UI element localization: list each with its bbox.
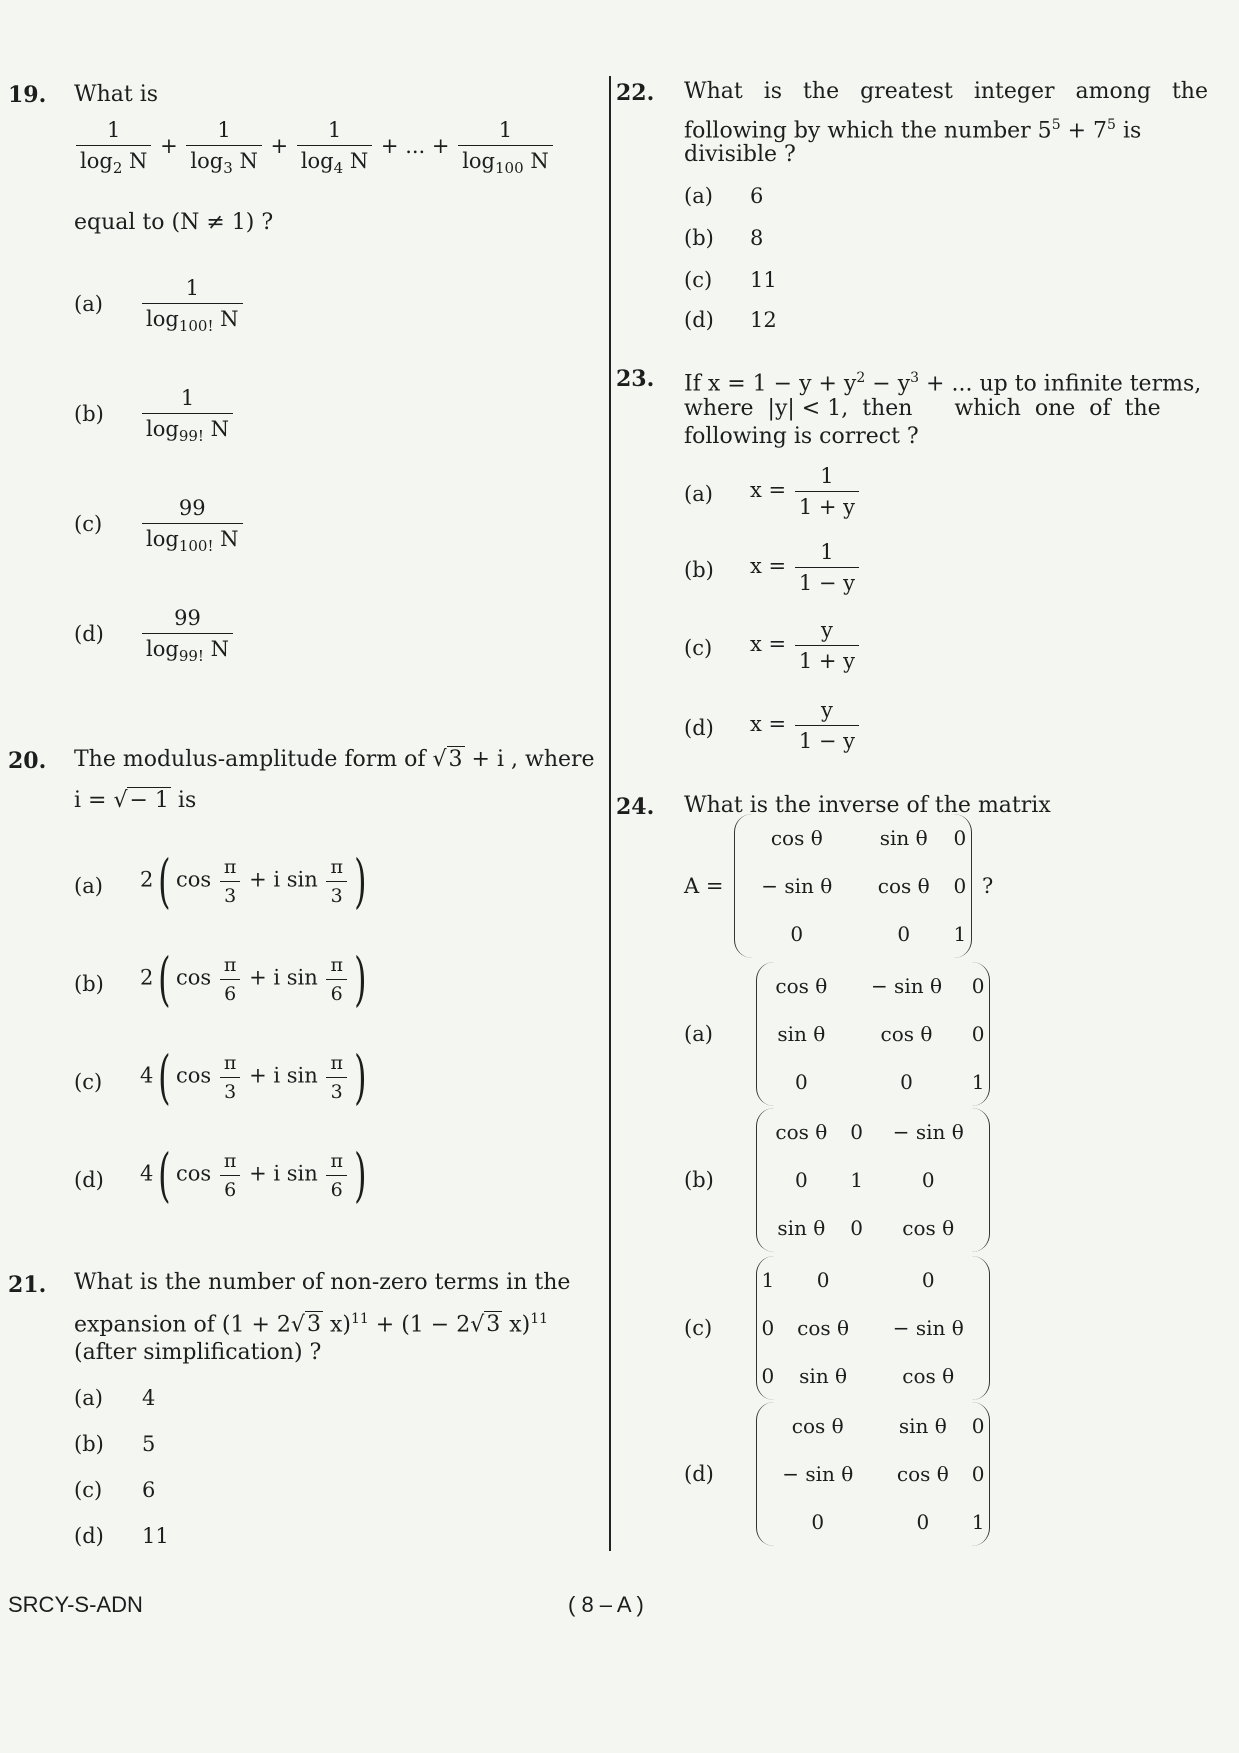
question-19-tail: equal to (N ≠ 1) ? <box>74 210 274 235</box>
matrix-cell: − sin θ <box>892 1316 964 1340</box>
q20-option-a[interactable]: 2( cos $\frac{\pi}{3}$ + i sin $\frac{\pi}{3}$ ) <box>140 847 367 915</box>
q20-option-b-label[interactable]: (b) <box>74 972 104 996</box>
matrix-cell: 0 <box>897 922 911 946</box>
q21-option-b-value[interactable]: 5 <box>142 1432 156 1456</box>
page-number: ( 8 – A ) <box>568 1592 644 1617</box>
q24-option-d-label[interactable]: (d) <box>684 1462 714 1486</box>
matrix-cell: − sin θ <box>870 974 942 998</box>
matrix-cell: 1 <box>953 922 967 946</box>
q23-option-d[interactable]: x = $\frac{y}{1 - y}$ <box>750 698 861 753</box>
matrix-cell: 0 <box>971 974 985 998</box>
matrix-A-question-mark: ? <box>982 874 994 898</box>
matrix-cell: 0 <box>900 1070 913 1094</box>
question-22-line3: divisible ? <box>684 142 796 167</box>
question-21-line3: (after simplification) ? <box>74 1340 322 1365</box>
matrix-cell: cos θ <box>880 1022 933 1046</box>
question-24-prompt: What is the inverse of the matrix <box>684 793 1051 818</box>
matrix-cell: cos θ <box>877 874 930 898</box>
matrix-row <box>757 1108 989 1156</box>
q24-option-c-matrix[interactable] <box>756 1256 990 1400</box>
matrix-row <box>757 1010 989 1058</box>
matrix-cell: 0 <box>790 922 804 946</box>
matrix-cell: 0 <box>953 826 967 850</box>
matrix-row <box>735 910 971 958</box>
matrix-A-label: A = <box>684 874 724 898</box>
q19-option-d-label[interactable]: (d) <box>74 622 104 646</box>
matrix-row <box>757 1156 989 1204</box>
question-20-prompt: The modulus-amplitude form of √3 + i , where <box>74 747 595 772</box>
matrix-row <box>735 862 971 910</box>
term-3: $\frac{1}{\log_4 N}$ <box>297 118 372 177</box>
matrix-cell: 0 <box>761 1364 775 1388</box>
q21-option-d-value[interactable]: 11 <box>142 1524 169 1548</box>
q21-option-d-label[interactable]: (d) <box>74 1524 104 1548</box>
q22-option-b-value[interactable]: 8 <box>750 226 764 250</box>
matrix-cell: 1 <box>971 1510 985 1534</box>
q22-option-a-value[interactable]: 6 <box>750 184 764 208</box>
q24-option-a-matrix[interactable] <box>756 962 990 1106</box>
matrix-cell: 0 <box>953 874 967 898</box>
matrix-cell: 0 <box>971 1022 985 1046</box>
term-1: $\frac{1}{\log_2 N}$ <box>76 118 151 177</box>
q19-option-a-label[interactable]: (a) <box>74 292 103 316</box>
term-4: $\frac{1}{\log_{100} N}$ <box>458 118 553 177</box>
q24-option-b-matrix[interactable] <box>756 1108 990 1252</box>
matrix-cell: 0 <box>811 1510 825 1534</box>
q24-option-b-label[interactable]: (b) <box>684 1168 714 1192</box>
matrix-cell: 0 <box>971 1414 985 1438</box>
matrix-cell: sin θ <box>799 1364 848 1388</box>
q24-option-a-label[interactable]: (a) <box>684 1022 713 1046</box>
q23-option-b-label[interactable]: (b) <box>684 558 714 582</box>
question-21-line1: What is the number of non-zero terms in the <box>74 1270 571 1295</box>
q19-option-c[interactable]: $\frac{99}{\log_{100!} N}$ <box>140 496 245 555</box>
matrix-row <box>757 1352 989 1400</box>
question-23-line2: where |y| < 1, then which one of the <box>684 396 1161 421</box>
q22-option-d-value[interactable]: 12 <box>750 308 777 332</box>
matrix-cell: − sin θ <box>892 1120 964 1144</box>
question-22-number: 22. <box>616 80 655 106</box>
q20-option-d[interactable]: 4( cos $\frac{\pi}{6}$ + i sin $\frac{\pi}{6}$ ) <box>140 1141 367 1209</box>
q24-option-d-matrix[interactable] <box>756 1402 990 1546</box>
matrix-cell: cos θ <box>902 1216 955 1240</box>
q19-option-c-label[interactable]: (c) <box>74 512 103 536</box>
question-19-number: 19. <box>8 82 47 108</box>
q23-option-a-label[interactable]: (a) <box>684 482 713 506</box>
matrix-cell: cos θ <box>770 826 823 850</box>
matrix-cell: 0 <box>795 1070 808 1094</box>
q20-option-b[interactable]: 2( cos $\frac{\pi}{6}$ + i sin $\frac{\pi}{6}$ ) <box>140 945 367 1013</box>
matrix-cell: 0 <box>921 1268 935 1292</box>
question-23-line3: following is correct ? <box>684 424 919 449</box>
q22-option-b-label[interactable]: (b) <box>684 226 714 250</box>
matrix-cell: 0 <box>795 1168 808 1192</box>
q22-option-a-label[interactable]: (a) <box>684 184 713 208</box>
question-22-line2: following by which the number $5^5 + 7^5$ is <box>684 117 1142 144</box>
q23-option-b[interactable]: x = $\frac{1}{1 - y}$ <box>750 540 861 595</box>
q23-option-a[interactable]: x = $\frac{1}{1 + y}$ <box>750 464 861 519</box>
matrix-cell: 0 <box>971 1462 985 1486</box>
term-2: $\frac{1}{\log_3 N}$ <box>186 118 261 177</box>
q21-option-a-label[interactable]: (a) <box>74 1386 103 1410</box>
q19-option-b-label[interactable]: (b) <box>74 402 104 426</box>
matrix-cell: 1 <box>971 1070 985 1094</box>
question-21-number: 21. <box>8 1272 47 1298</box>
matrix-cell: sin θ <box>777 1022 826 1046</box>
q23-option-d-label[interactable]: (d) <box>684 716 714 740</box>
q21-option-b-label[interactable]: (b) <box>74 1432 104 1456</box>
column-divider <box>609 76 611 1551</box>
question-23-number: 23. <box>616 366 655 392</box>
matrix-cell: sin θ <box>898 1414 947 1438</box>
matrix-cell: cos θ <box>896 1462 949 1486</box>
exam-code: SRCY-S-ADN <box>8 1592 143 1617</box>
q24-option-c-label[interactable]: (c) <box>684 1316 713 1340</box>
q22-option-c-value[interactable]: 11 <box>750 268 777 292</box>
matrix-cell: − sin θ <box>761 874 833 898</box>
question-21-line2: expansion of (1 + 2√3 x)$^{11}$ + (1 − 2√3 x)$^{11}$ <box>74 1311 549 1338</box>
question-20-prompt-line2: i = √− 1 is <box>74 788 197 813</box>
question-23-line1: If $x = 1 - y + y^2 - y^3$ + ... up to infinite terms, <box>684 370 1202 397</box>
matrix-row <box>757 1402 989 1450</box>
q19-option-d[interactable]: $\frac{99}{\log_{99!} N}$ <box>140 606 235 665</box>
matrix-row <box>757 1256 989 1304</box>
q20-option-d-label[interactable]: (d) <box>74 1168 104 1192</box>
question-20-number: 20. <box>8 748 47 774</box>
question-22-line1: What is the greatest integer among the <box>684 79 1208 104</box>
question-24-number: 24. <box>616 794 655 820</box>
matrix-row <box>757 1304 989 1352</box>
matrix-cell: cos θ <box>902 1364 955 1388</box>
q20-option-c-label[interactable]: (c) <box>74 1070 103 1094</box>
question-19-expression: $\frac{1}{\log_2 N}$ + $\frac{1}{\log_3 N}$ + $\frac{1}{\log_4 N}$ + ... + $\frac{1}{\log_{100} N}$ <box>74 118 555 177</box>
matrix-cell: 0 <box>850 1216 863 1240</box>
q20-option-c[interactable]: 4( cos $\frac{\pi}{3}$ + i sin $\frac{\pi}{3}$ ) <box>140 1043 367 1111</box>
matrix-cell: 0 <box>761 1316 775 1340</box>
matrix-cell: cos θ <box>797 1316 850 1340</box>
q22-option-d-label[interactable]: (d) <box>684 308 714 332</box>
matrix-cell: 1 <box>850 1168 863 1192</box>
q22-option-c-label[interactable]: (c) <box>684 268 713 292</box>
matrix-cell: − sin θ <box>782 1462 854 1486</box>
matrix-cell: 0 <box>916 1510 930 1534</box>
matrix-row <box>757 1450 989 1498</box>
question-19-prompt: What is <box>74 82 159 107</box>
matrix-cell: 0 <box>816 1268 830 1292</box>
q19-option-a[interactable]: $\frac{1}{\log_{100!} N}$ <box>140 276 245 335</box>
q19-option-b[interactable]: $\frac{1}{\log_{99!} N}$ <box>140 386 235 445</box>
q23-option-c[interactable]: x = $\frac{y}{1 + y}$ <box>750 618 861 673</box>
matrix-cell: sin θ <box>777 1216 826 1240</box>
q20-option-a-label[interactable]: (a) <box>74 874 103 898</box>
matrix-row <box>757 1204 989 1252</box>
matrix-cell: cos θ <box>775 1120 828 1144</box>
matrix-A <box>734 814 972 958</box>
matrix-cell: cos θ <box>775 974 828 998</box>
q21-option-c-label[interactable]: (c) <box>74 1478 103 1502</box>
matrix-cell: sin θ <box>879 826 928 850</box>
matrix-row <box>757 962 989 1010</box>
matrix-cell: 1 <box>761 1268 775 1292</box>
matrix-row <box>735 814 971 862</box>
matrix-cell: 0 <box>921 1168 935 1192</box>
matrix-row <box>757 1058 989 1106</box>
q21-option-a-value[interactable]: 4 <box>142 1386 156 1410</box>
matrix-row <box>757 1498 989 1546</box>
matrix-cell: cos θ <box>791 1414 844 1438</box>
q21-option-c-value[interactable]: 6 <box>142 1478 156 1502</box>
q23-option-c-label[interactable]: (c) <box>684 636 713 660</box>
matrix-cell: 0 <box>850 1120 863 1144</box>
